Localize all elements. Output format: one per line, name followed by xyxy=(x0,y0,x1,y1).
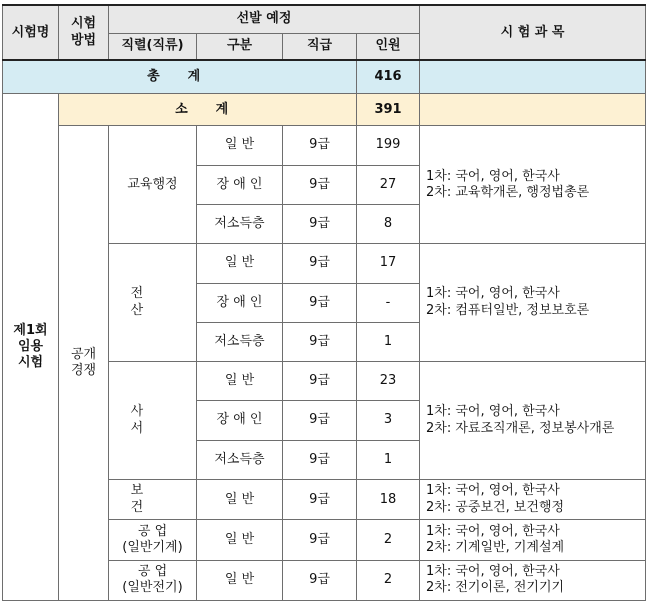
count-cell: 199 xyxy=(357,126,420,165)
category-general: 일 반 xyxy=(197,560,283,600)
category-disabled: 장 애 인 xyxy=(197,165,283,204)
total-value: 416 xyxy=(357,60,420,93)
grade-cell: 9급 xyxy=(283,283,357,322)
grade-cell: 9급 xyxy=(283,322,357,361)
count-cell: 2 xyxy=(357,520,420,560)
category-disabled: 장 애 인 xyxy=(197,283,283,322)
grade-cell: 9급 xyxy=(283,244,357,283)
job-education-admin: 교육행정 xyxy=(109,126,197,244)
count-cell: 17 xyxy=(357,244,420,283)
count-cell: 27 xyxy=(357,165,420,204)
category-general: 일 반 xyxy=(197,126,283,165)
header-exam-method-line1: 시험 xyxy=(70,16,97,32)
job-health: 보 건 xyxy=(109,480,197,520)
subjects-education-admin: 1차: 국어, 영어, 한국사 2차: 교육학개론, 행정법총론 xyxy=(420,126,646,244)
count-cell: 2 xyxy=(357,560,420,600)
subjects-computing: 1차: 국어, 영어, 한국사 2차: 컴퓨터일반, 정보보호론 xyxy=(420,244,646,362)
subtotal-value: 391 xyxy=(357,94,420,126)
total-subjects xyxy=(420,60,646,93)
count-cell: 18 xyxy=(357,480,420,520)
recruitment-table xyxy=(2,4,646,601)
header-exam-method-line2: 방법 xyxy=(70,32,97,48)
count-cell: 23 xyxy=(357,362,420,401)
category-general: 일 반 xyxy=(197,480,283,520)
category-general: 일 반 xyxy=(197,520,283,560)
subtotal-label: 소 계 xyxy=(59,94,357,126)
grade-cell: 9급 xyxy=(283,165,357,204)
job-industry-mechanical: 공 업 (일반기계) xyxy=(109,520,197,560)
count-cell: 8 xyxy=(357,204,420,243)
category-low-income: 저소득층 xyxy=(197,440,283,479)
total-label: 총 계 xyxy=(3,60,357,93)
grade-cell: 9급 xyxy=(283,560,357,600)
count-cell: - xyxy=(357,283,420,322)
subjects-health: 1차: 국어, 영어, 한국사 2차: 공중보건, 보건행정 xyxy=(420,480,646,520)
header-category: 구분 xyxy=(197,33,283,60)
category-general: 일 반 xyxy=(197,244,283,283)
job-computing: 전 산 xyxy=(109,244,197,362)
grade-cell: 9급 xyxy=(283,362,357,401)
count-cell: 3 xyxy=(357,401,420,440)
category-low-income: 저소득층 xyxy=(197,204,283,243)
header-exam-name: 시험명 xyxy=(3,5,59,60)
header-selection-plan: 선발 예정 xyxy=(109,5,420,33)
header-headcount: 인원 xyxy=(357,33,420,60)
category-low-income: 저소득층 xyxy=(197,322,283,361)
job-industry-electrical: 공 업 (일반전기) xyxy=(109,560,197,600)
category-general: 일 반 xyxy=(197,362,283,401)
count-cell: 1 xyxy=(357,322,420,361)
grade-cell: 9급 xyxy=(283,126,357,165)
exam-method: 공개 경쟁 xyxy=(59,126,109,601)
subtotal-subjects xyxy=(420,94,646,126)
exam-name: 제1회 임용 시험 xyxy=(3,94,59,601)
job-librarian: 사 서 xyxy=(109,362,197,480)
header-exam-method xyxy=(59,5,109,60)
subjects-industry-electrical: 1차: 국어, 영어, 한국사 2차: 전기이론, 전기기기 xyxy=(420,560,646,600)
header-subjects: 시 험 과 목 xyxy=(420,5,646,60)
grade-cell: 9급 xyxy=(283,204,357,243)
grade-cell: 9급 xyxy=(283,401,357,440)
grade-cell: 9급 xyxy=(283,520,357,560)
header-job-series: 직렬(직류) xyxy=(109,33,197,60)
subjects-librarian: 1차: 국어, 영어, 한국사 2차: 자료조직개론, 정보봉사개론 xyxy=(420,362,646,480)
category-disabled: 장 애 인 xyxy=(197,401,283,440)
grade-cell: 9급 xyxy=(283,480,357,520)
count-cell: 1 xyxy=(357,440,420,479)
header-grade: 직급 xyxy=(283,33,357,60)
subjects-industry-mechanical: 1차: 국어, 영어, 한국사 2차: 기계일반, 기계설계 xyxy=(420,520,646,560)
grade-cell: 9급 xyxy=(283,440,357,479)
